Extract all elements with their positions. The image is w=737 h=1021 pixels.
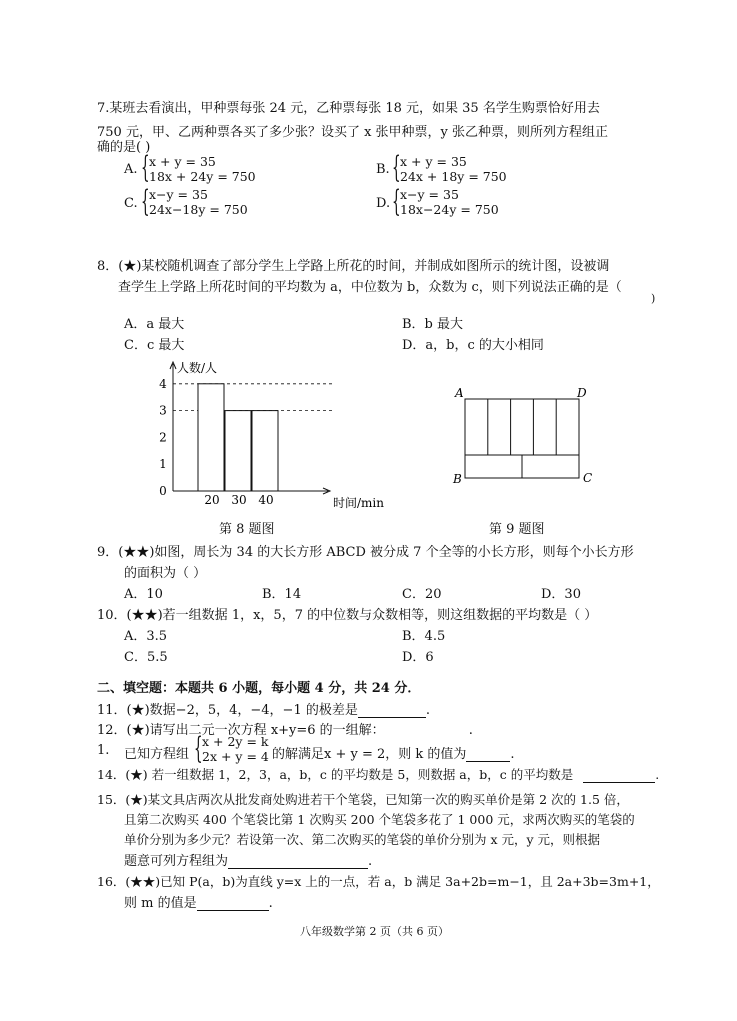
equation: 18x + 24y = 750 bbox=[149, 169, 256, 184]
q9-option-b: B．14 bbox=[262, 587, 302, 602]
q14 bbox=[97, 765, 659, 783]
y-tick-label: 2 bbox=[159, 430, 167, 445]
answer-blank bbox=[583, 768, 655, 783]
q8-option-b: B．b 最大 bbox=[402, 317, 464, 332]
answer-blank bbox=[466, 747, 510, 762]
y-tick-label: 3 bbox=[159, 403, 167, 418]
option-label: A. bbox=[124, 162, 138, 177]
q10-line1: 10．(★★)若一组数据 1，x，5，7 的中位数与众数相等，则这组数据的平均数是（ ） bbox=[97, 608, 598, 623]
y-tick-label: 1 bbox=[159, 457, 167, 472]
q15-line2: 且第二次购买 400 个笔袋比第 1 次购买 200 个笔袋多花了 1 000 元，求两次购买的笔袋的 bbox=[124, 812, 635, 827]
y-axis-label: 人数/人 bbox=[177, 361, 218, 375]
q13-num: 1. bbox=[97, 743, 110, 758]
q15-end: . bbox=[368, 854, 373, 869]
page-footer: 八年级数学第 2 页（共 6 页） bbox=[300, 925, 449, 938]
bar bbox=[198, 384, 224, 491]
option-label: D. bbox=[376, 196, 391, 211]
q8-option-c: C．c 最大 bbox=[124, 338, 185, 353]
q15-line1: 15．(★)某文具店两次从批发商处购进若干个笔袋，已知第一次的购买单价是第 2 次的 1.5 倍， bbox=[97, 792, 629, 807]
brace-icon: { bbox=[194, 731, 203, 766]
equation: x−y = 35 bbox=[400, 187, 459, 202]
q8-line3: ) bbox=[651, 292, 656, 305]
q16-line1: 16．(★★)已知 P(a，b)为直线 y=x 上的一点，若 a，b 满足 3a+2b=m−1，且 2a+3b=3m+1， bbox=[97, 874, 660, 889]
q8-line1: 8．(★)某校随机调查了部分学生上学路上所花的时间，并制成如图所示的统计图，设被调 bbox=[97, 259, 610, 274]
x-tick-label: 20 bbox=[204, 493, 220, 507]
answer-blank bbox=[358, 703, 426, 718]
equation: x + y = 35 bbox=[149, 154, 216, 169]
q12-end: . bbox=[468, 723, 473, 738]
q10-option-c: C．5.5 bbox=[124, 650, 168, 665]
answer-blank bbox=[228, 854, 368, 869]
equation: x + y = 35 bbox=[400, 154, 467, 169]
q11-end: . bbox=[425, 703, 430, 718]
q10-option-a: A．3.5 bbox=[124, 629, 168, 644]
brace-icon: { bbox=[392, 184, 401, 219]
x-axis-label: 时间/min bbox=[333, 496, 384, 510]
x-tick-label: 40 bbox=[258, 493, 274, 507]
option-label: B. bbox=[376, 162, 390, 177]
equation: 18x−24y = 750 bbox=[400, 202, 499, 217]
brace-icon: { bbox=[392, 150, 401, 185]
q16-line2 bbox=[124, 892, 273, 911]
q9-line1: 9．(★★)如图，周长为 34 的大长方形 ABCD 被分成 7 个全等的小长方形，则每个小长方形 bbox=[97, 545, 634, 560]
bar bbox=[252, 411, 278, 491]
equation: x + 2y = k bbox=[202, 734, 269, 749]
q9-line2: 的面积为（ ） bbox=[124, 566, 207, 581]
brace-icon: { bbox=[141, 150, 150, 185]
equation: 2x + y = 4 bbox=[202, 749, 269, 764]
equation: 24x−18y = 750 bbox=[149, 202, 248, 217]
vertex-label-a: A bbox=[455, 386, 464, 400]
q7-line1: 7.某班去看演出，甲种票每张 24 元，乙种票每张 18 元，如果 35 名学生购票恰好用去 bbox=[97, 101, 600, 116]
section-title: 二、填空题：本题共 6 小题，每小题 4 分，共 24 分． bbox=[97, 681, 421, 696]
q10-option-d: D．6 bbox=[402, 650, 434, 665]
y-tick-label: 4 bbox=[159, 376, 167, 391]
equation: 24x + 18y = 750 bbox=[400, 169, 507, 184]
q13-end: . bbox=[510, 747, 515, 762]
q12-text: 12．(★)请写出二元一次方程 x+y=6 的一组解： bbox=[97, 723, 385, 738]
q7-line2: 750 元，甲、乙两种票各买了多少张？设买了 x 张甲种票，y 张乙种票，则所列方程组正 bbox=[97, 125, 609, 140]
q16-line2-text: 则 m 的值是 bbox=[124, 896, 197, 911]
q13-post-text: 的解满足x + y = 2，则 k 的值为 bbox=[272, 747, 467, 762]
answer-blank bbox=[197, 896, 269, 911]
q16-end: . bbox=[268, 896, 273, 911]
bar bbox=[225, 411, 251, 491]
brace-icon: { bbox=[141, 184, 150, 219]
q8-line2: 查学生上学路上所花时间的平均数为 a，中位数为 b，众数为 c，则下列说法正确的是（ bbox=[118, 280, 622, 295]
fig9-caption: 第 9 题图 bbox=[489, 522, 545, 537]
q14-end: . bbox=[655, 767, 660, 782]
equation: x−y = 35 bbox=[149, 187, 208, 202]
vertex-label-c: C bbox=[583, 471, 593, 485]
q9-option-c: C．20 bbox=[402, 587, 442, 602]
q12 bbox=[97, 719, 473, 738]
y-tick-label: 0 bbox=[159, 484, 167, 498]
q7-line3: 确的是( ) bbox=[97, 140, 151, 155]
fig9-rectangle-diagram bbox=[450, 382, 600, 486]
x-tick-label: 30 bbox=[231, 493, 247, 507]
q11-text: 11．(★)数据−2，5，4，−4，−1 的极差是 bbox=[97, 703, 358, 718]
q11 bbox=[97, 699, 430, 718]
q14-text: 14．(★) 若一组数据 1，2，3，a，b，c 的平均数是 5，则数据 a，b，c 的平均数是 bbox=[97, 767, 574, 782]
q8-option-a: A．a 最大 bbox=[124, 317, 185, 332]
q8-bar-chart bbox=[150, 356, 410, 520]
q9-option-d: D．30 bbox=[541, 587, 581, 602]
vertex-label-d: D bbox=[577, 386, 587, 400]
q9-option-a: A．10 bbox=[124, 587, 163, 602]
q13-pre: 已知方程组 bbox=[124, 747, 190, 762]
vertex-label-b: B bbox=[453, 472, 462, 486]
q8-option-d: D．a，b，c 的大小相同 bbox=[402, 338, 544, 353]
q15-line4 bbox=[124, 850, 372, 869]
q10-option-b: B．4.5 bbox=[402, 629, 446, 644]
q13-post bbox=[272, 743, 515, 762]
fig8-caption: 第 8 题图 bbox=[219, 522, 275, 537]
q15-line3: 单价分别为多少元？若设第一次、第二次购买的笔袋的单价分别为 x 元，y 元，则根据 bbox=[124, 832, 601, 847]
q15-line4-text: 题意可列方程组为 bbox=[124, 854, 229, 869]
option-label: C. bbox=[124, 196, 138, 211]
